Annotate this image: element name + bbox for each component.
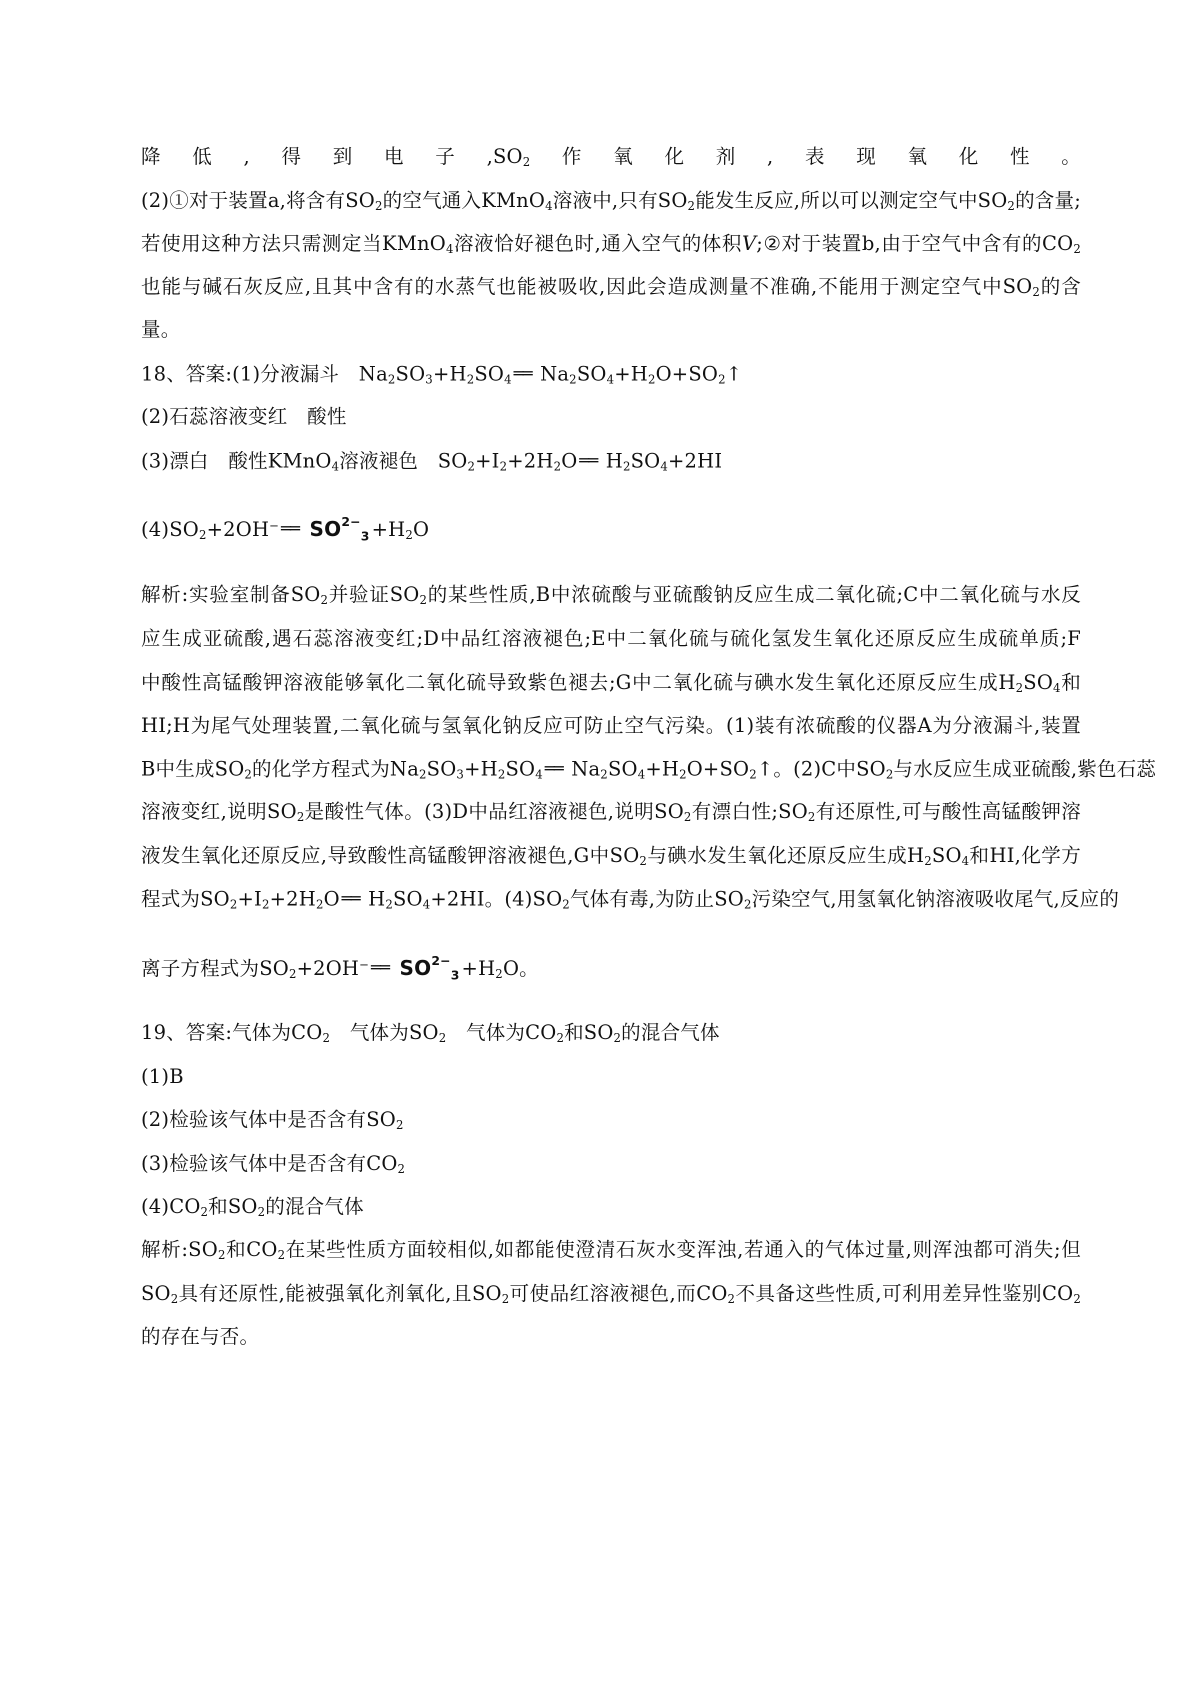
analysis-18-line: 液发生氧化还原反应,导致酸性高锰酸钾溶液褪色,G中$SO_2$与碘水发生氧化还原反应生成$H_2SO_4$和HI,化学方 xyxy=(141,844,1081,868)
answer-19-part-1: (1)B xyxy=(141,1065,184,1088)
analysis-18-line: 应生成亚硫酸,遇石蕊溶液变红;D中品红溶液褪色;E中二氧化硫与硫化氢发生氧化还原反应生成硫单质;F xyxy=(141,627,1081,650)
analysis-19-line: $SO_2$具有还原性,能被强氧化剂氧化,且$SO_2$可使品红溶液褪色,而$CO_2$不具备这些性质,可利用差异性鉴别$CO_2$ xyxy=(141,1282,1081,1306)
analysis-18-line: 溶液变红,说明$SO_2$是酸性气体。(3)D中品红溶液褪色,说明$SO_2$有漂白性$;SO_2$有还原性,可与酸性高锰酸钾溶 xyxy=(141,800,1081,824)
text-line: (2)①对于装置a,将含有$SO_2$的空气通入KMnO$_4$溶液中,只有$SO_2$能发生反应,所以可以测定空气中$SO_2$的含量; xyxy=(141,189,1082,213)
answer-19-part-2: (2)检验该气体中是否含有$SO_2$ xyxy=(141,1108,404,1132)
answer-18-heading: 18、答案:(1)分液漏斗 $Na_2SO_3+H_2SO_4$ ══ $Na_2SO_4+H_2O+SO_2↑$ xyxy=(141,362,743,387)
analysis-18-line: 程式为$SO_2+I_2+2H_2O$ ══ $H_2SO_4+2HI$。$(4)SO_2$气体有毒,为防止$SO_2$污染空气,用氢氧化钠溶液吸收尾气,反应的 xyxy=(141,887,1120,912)
answer-18-part-4: $(4)SO_2+2OH^-$ ══ $SO^{2-}_3 +H_2O$ xyxy=(141,514,430,544)
text-line: 若使用这种方法只需测定当KMnO$_4$溶液恰好褪色时,通入空气的体积V;②对于装置b,由于空气中含有的$CO_2$ xyxy=(141,232,1081,256)
analysis-19-line: 的存在与否。 xyxy=(141,1325,260,1348)
analysis-18-line: B中生成$SO_2$的化学方程式为$Na_2SO_3+H_2SO_4$ ══ $Na_2SO_4+H_2O+SO_2↑$。(2)C中$SO_2$与水反应生成亚硫酸,紫色石蕊 xyxy=(141,757,1157,782)
analysis-18-line: 中酸性高锰酸钾溶液能够氧化二氧化硫导致紫色褪去;G中二氧化硫与碘水发生氧化还原反应生成$H_2SO_4$和 xyxy=(141,671,1082,695)
analysis-19-line: 解析$:SO_2$和$CO_2$在某些性质方面较相似,如都能使澄清石灰水变浑浊,若通入的气体过量,则浑浊都可消失;但 xyxy=(141,1238,1081,1262)
text-line: 降低,得到电子$,SO_2$作氧化剂,表现氧化性。 xyxy=(141,145,1081,169)
sulfite-ion: $SO^{2-}_3$ xyxy=(309,514,370,544)
answer-18-part-3: (3)漂白 酸性KMnO$_4$溶液褪色 $SO_2+I_2+2H_2O$ ══ $H_2SO_4+2HI$ xyxy=(141,449,723,474)
text-line: 量。 xyxy=(141,318,181,341)
equals-arrow: ══ xyxy=(579,451,598,470)
text-line: 也能与碱石灰反应,且其中含有的水蒸气也能被吸收,因此会造成测量不准确,不能用于测定空气中$SO_2$的含 xyxy=(141,275,1081,299)
equals-arrow: ══ xyxy=(281,519,300,539)
sulfite-ion: $SO^{2-}_3$ xyxy=(399,953,460,983)
analysis-18-line: HI;H为尾气处理装置,二氧化硫与氢氧化钠反应可防止空气污染。(1)装有浓硫酸的仪器A为分液漏斗,装置 xyxy=(141,714,1081,737)
equals-arrow: ══ xyxy=(371,958,390,978)
answer-19-part-4: $(4)CO_2$和$SO_2$的混合气体 xyxy=(141,1195,364,1219)
answer-19-part-3: (3)检验该气体中是否含有$CO_2$ xyxy=(141,1152,406,1176)
analysis-18-line: 解析:实验室制备$SO_2$并验证$SO_2$的某些性质,B中浓硫酸与亚硫酸钠反应生成二氧化硫;C中二氧化硫与水反 xyxy=(141,583,1081,607)
equals-arrow: ══ xyxy=(341,889,360,908)
equals-arrow: ══ xyxy=(544,759,563,778)
answer-19-heading: 19、答案:气体为$CO_2$ 气体为$SO_2$ 气体为$CO_2$和$SO_2$的混合气体 xyxy=(141,1021,720,1045)
equals-arrow: ══ xyxy=(513,364,532,383)
answer-18-part-2: (2)石蕊溶液变红 酸性 xyxy=(141,405,347,428)
analysis-18-line: 离子方程式为$SO_2+2OH^-$ ══ $SO^{2-}_3 +H_2O$。 xyxy=(141,953,539,983)
